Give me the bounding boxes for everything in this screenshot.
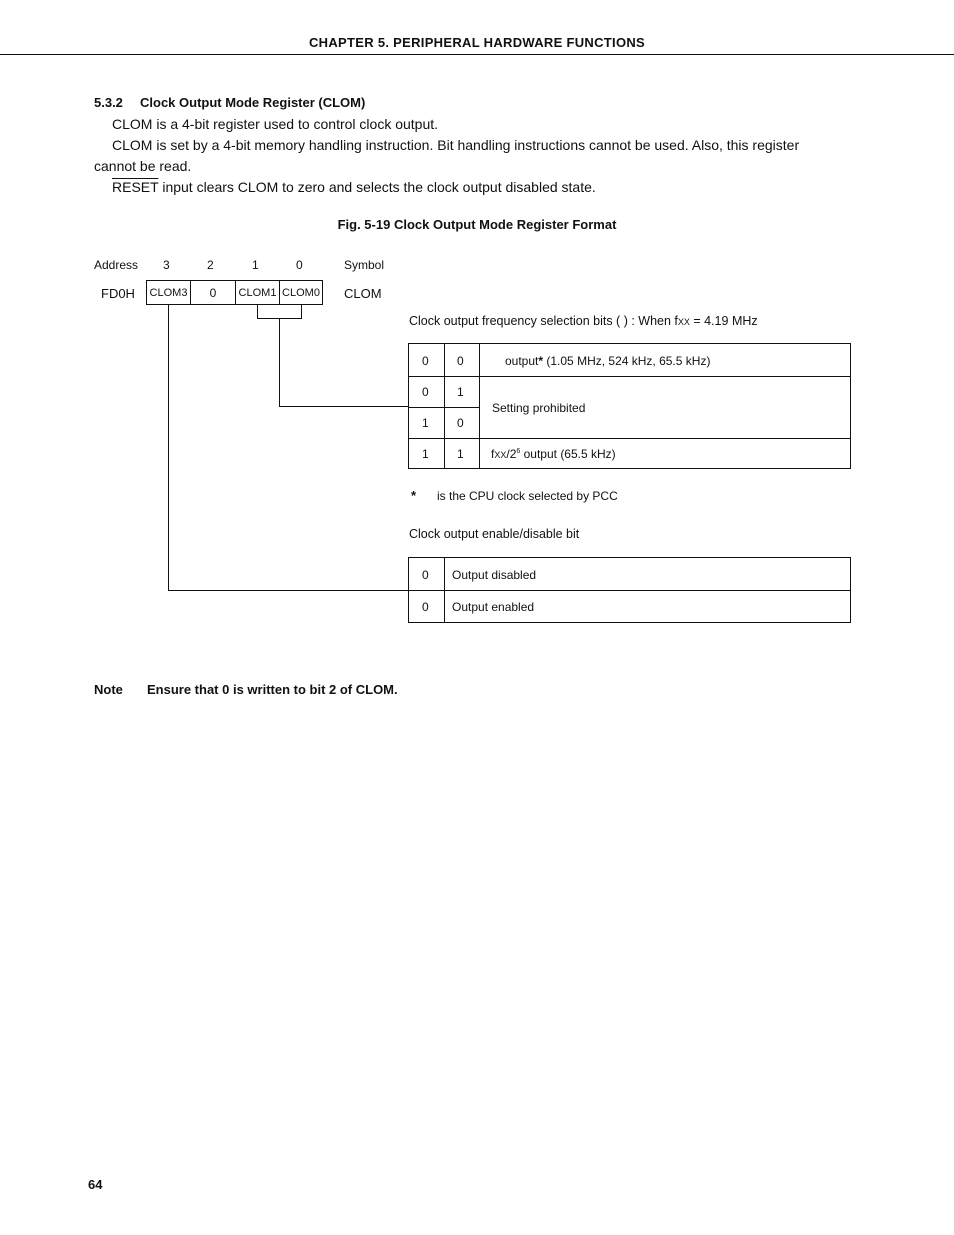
register-cell-clom3: CLOM3 [147, 281, 191, 304]
note-label: Note [94, 682, 123, 697]
freq-table-row-divider-3 [409, 438, 850, 439]
freq-title-sub: XX [677, 317, 690, 327]
freq-row-3-f: f [491, 447, 495, 461]
freq-row-0-desc-post: (1.05 MHz, 524 kHz, 65.5 kHz) [543, 354, 711, 368]
freq-row-2-bit0: 0 [457, 416, 464, 430]
freq-row-3-post: output (65.5 kHz) [520, 447, 616, 461]
freq-row-3-bit0: 1 [457, 447, 464, 461]
figure-caption: Fig. 5-19 Clock Output Mode Register Format [337, 217, 617, 232]
paragraph-1: CLOM is a 4-bit register used to control clock output. [112, 116, 439, 132]
freq-row-3-sup: 6 [516, 448, 521, 455]
paragraph-2-line-1: CLOM is set by a 4-bit memory handling instruction. Bit handling instructions cannot be used. Also, this register [112, 137, 800, 153]
freq-table-col-divider-2 [479, 344, 480, 468]
symbol-value: CLOM [344, 286, 382, 301]
register-box [146, 280, 323, 305]
bracket-right-line [301, 305, 302, 318]
freq-table-col-divider-1 [444, 344, 445, 468]
section-number: 5.3.2 [94, 95, 123, 110]
freq-row-1-bit0: 1 [457, 385, 464, 399]
freq-row-0-bit1: 0 [422, 354, 429, 368]
freq-row-0-desc-pre: output [505, 354, 539, 368]
enable-table-row-divider [409, 590, 850, 591]
register-cell-bit2: 0 [191, 281, 236, 304]
reset-signal: RESET [112, 179, 159, 195]
bit-number-0: 0 [296, 258, 303, 272]
chapter-header: CHAPTER 5. PERIPHERAL HARDWARE FUNCTIONS [308, 35, 646, 50]
freq-table-row-divider-1 [409, 376, 850, 377]
page-number: 64 [88, 1177, 103, 1192]
freq-row-3-desc [491, 447, 616, 461]
freq-row-1-bit1: 0 [422, 385, 429, 399]
freq-table-row-divider-2 [409, 407, 479, 408]
footnote-text: is the CPU clock selected by PCC [437, 489, 618, 503]
section-heading [94, 95, 365, 110]
freq-connector-vertical [279, 318, 280, 407]
register-cell-clom0: CLOM0 [282, 286, 320, 299]
enable-row-1-desc: Output enabled [452, 600, 535, 614]
freq-title-end: = 4.19 MHz [689, 314, 758, 328]
freq-row-3-bit1: 1 [422, 447, 429, 461]
enable-connector-horizontal [168, 590, 409, 591]
bracket-left-line [257, 305, 258, 318]
freq-row-0-star: * [538, 354, 544, 368]
bit-number-3: 3 [163, 258, 170, 272]
paragraph-2-line-2: cannot be read. [94, 158, 192, 174]
enable-row-0-desc: Output disabled [452, 568, 537, 582]
freq-row-0-desc [505, 354, 710, 368]
bit-number-2: 2 [207, 258, 214, 272]
freq-selection-title [409, 314, 758, 328]
header-rule [0, 54, 954, 55]
paragraph-3-text: input clears CLOM to zero and selects the clock output disabled state. [158, 179, 596, 195]
bit-number-1: 1 [252, 258, 259, 272]
freq-row-3-sub: XX [494, 450, 507, 460]
symbol-label: Symbol [344, 258, 385, 272]
enable-row-0-bit: 0 [422, 568, 429, 582]
section-title: Clock Output Mode Register (CLOM) [140, 95, 366, 110]
address-label: Address [94, 258, 139, 272]
paragraph-3 [112, 177, 596, 198]
enable-connector-vertical [168, 305, 169, 591]
freq-row-2-bit1: 1 [422, 416, 429, 430]
footnote-star: * [411, 488, 417, 503]
register-cell-clom1: CLOM1 [236, 281, 280, 304]
note-text: Ensure that 0 is written to bit 2 of CLOM. [147, 682, 398, 697]
freq-row-3-mid: /2 [506, 447, 517, 461]
setting-prohibited-label: Setting prohibited [492, 401, 586, 415]
freq-title-text: Clock output frequency selection bits ( ) : When f [409, 314, 678, 328]
address-value: FD0H [101, 286, 135, 301]
enable-bit-title: Clock output enable/disable bit [409, 527, 580, 541]
freq-row-0-bit0: 0 [457, 354, 464, 368]
enable-row-1-bit: 0 [422, 600, 429, 614]
freq-connector-horizontal [279, 406, 409, 407]
note [94, 682, 398, 697]
